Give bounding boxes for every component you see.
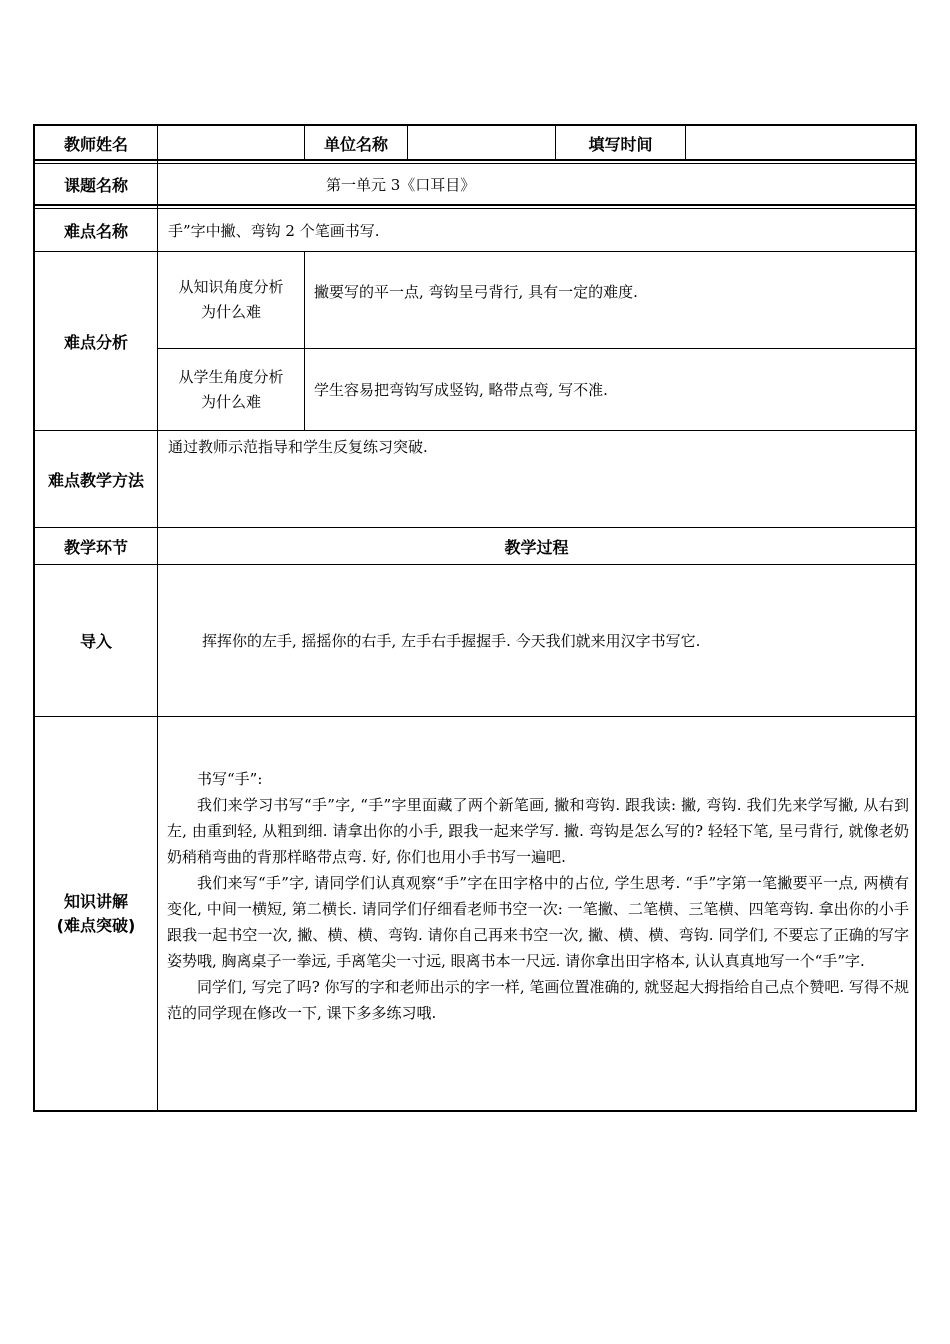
- student-angle-label-line1: 从学生角度分析: [178, 367, 284, 386]
- intro-value: 挥挥你的左手, 摇摇你的右手, 左手右手握握手. 今天我们就来用汉字书写它.: [202, 632, 701, 650]
- unit-name-value[interactable]: [408, 126, 555, 160]
- student-angle-value: 学生容易把弯钩写成竖钩, 略带点弯, 写不准.: [314, 381, 608, 399]
- method-value: 通过教师示范指导和学生反复练习突破.: [168, 438, 428, 456]
- knowledge-paragraph: 同学们, 写完了吗? 你写的字和老师出示的字一样, 笔画位置准确的, 就竖起大拇指给自己点个赞吧. 写得不规范的同学现在修改一下, 课下多多练习哦.: [167, 978, 909, 1022]
- column-divider: [304, 251, 305, 431]
- teacher-name-label: 教师姓名: [63, 134, 128, 154]
- knowledge-angle-label-line1: 从知识角度分析: [178, 278, 284, 296]
- student-angle-label: [158, 349, 304, 430]
- topic-label: 课题名称: [63, 175, 128, 195]
- row-divider: [33, 204, 917, 206]
- knowledge-content: [167, 766, 909, 1066]
- difficulty-label: 难点名称: [63, 221, 128, 241]
- fill-time-value[interactable]: [686, 126, 915, 160]
- difficulty-value: 手”字中撇、弯钩 2 个笔画书写.: [168, 221, 380, 240]
- knowledge-label-line1: 知识讲解: [63, 891, 128, 911]
- knowledge-angle-label: [158, 252, 304, 348]
- knowledge-paragraph: 书写“手”:: [197, 770, 263, 788]
- table-bottom-border: [33, 1110, 917, 1112]
- knowledge-paragraph: 我们来写“手”字, 请同学们认真观察“手”字在田字格中的占位, 学生思考. “手”字第一笔撇要平一点, 两横有变化, 中间一横短, 第二横长. 请同学们仔细看老师书空一次: 一笔撇、二笔横、三笔横、四笔弯钩. 拿出你的小手跟我一起书空一次, 撇、横、横、弯钩. 请你自己再来书空一次, 撇、横、横、弯钩. 同学们, 不要忘了正确的写字姿势哦, 胸离桌子一拳远, 手离笔尖一寸远, 眼离书本一尺远. 请你拿出田字格本, 认认真真地写一个“手”字.: [167, 874, 909, 970]
- method-label: 难点教学方法: [47, 470, 144, 490]
- process-header: 教学过程: [504, 537, 569, 557]
- unit-name-label: 单位名称: [323, 134, 388, 154]
- knowledge-paragraph: 我们来学习书写“手”字, “手”字里面藏了两个新笔画, 撇和弯钩. 跟我读: 撇, 弯钩. 我们先来学写撇, 从右到左, 由重到轻, 从粗到细. 请拿出你的小手, 跟我一起来学写. 撇. 弯钩是怎么写的? 轻轻下笔, 呈弓背行, 就像老奶奶稍稍弯曲的背那样略带点弯. 好, 你们也用小手书写一遍吧.: [167, 796, 909, 866]
- knowledge-label: [35, 717, 157, 1110]
- fill-time-label: 填写时间: [588, 134, 653, 154]
- student-angle-label-line2: 为什么难: [200, 392, 261, 411]
- analysis-label: 难点分析: [63, 332, 128, 352]
- intro-label: 导入: [79, 632, 112, 651]
- stage-header: 教学环节: [63, 537, 128, 557]
- row-divider: [33, 430, 917, 431]
- topic-value: 第一单元 3《口耳目》: [326, 175, 476, 194]
- teacher-name-value[interactable]: [158, 126, 304, 160]
- knowledge-angle-label-line2: 为什么难: [200, 303, 261, 321]
- knowledge-angle-value: 撇要写的平一点, 弯钩呈弓背行, 具有一定的难度.: [314, 282, 638, 301]
- row-divider: [33, 716, 917, 717]
- knowledge-label-line2: (难点突破): [56, 915, 136, 935]
- table-right-border: [915, 124, 917, 1112]
